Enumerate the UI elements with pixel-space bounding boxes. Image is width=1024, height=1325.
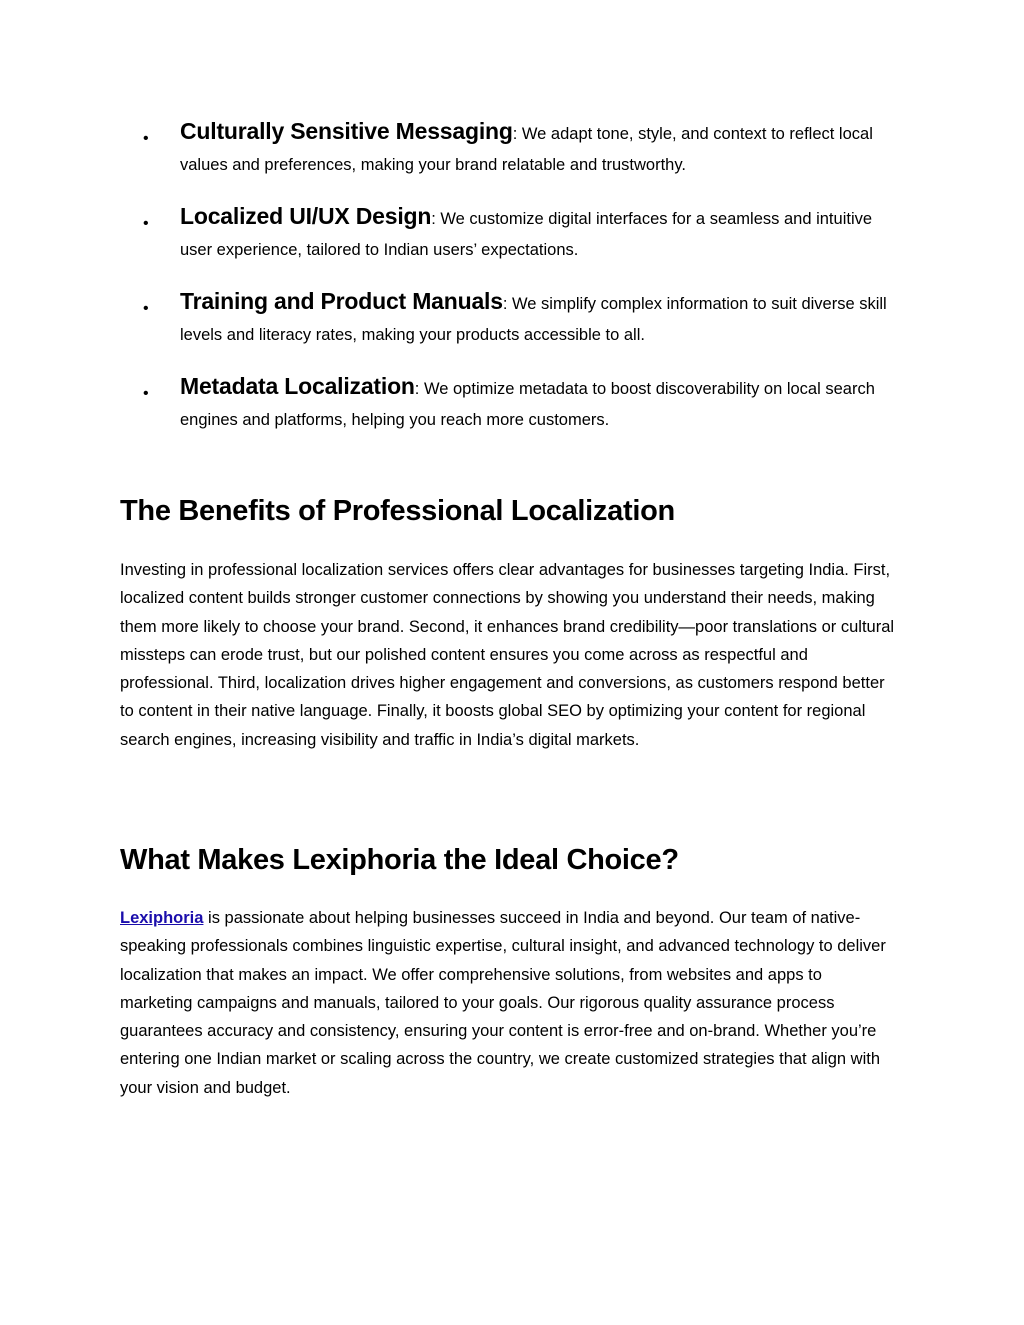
lexiphoria-link[interactable]: Lexiphoria bbox=[120, 909, 204, 927]
benefits-paragraph: Investing in professional localization services offers clear advantages for businesses targeting India. First, localized content builds stronger customer connections by showing you understand their needs, making them more likely to choose your brand. Second, it enhances brand credibility—poor translations or cultural missteps can erode trust, but our polished content ensures you come across as respectful and professional. Third, localization drives higher engagement and conversions, as customers respond better to content in their native language. Finally, it boosts global SEO by optimizing your content for regional search engines, increasing visibility and traffic in India’s digital markets. bbox=[120, 561, 895, 749]
bullet-icon: • bbox=[143, 300, 149, 317]
choice-heading: What Makes Lexiphoria the Ideal Choice? bbox=[120, 844, 679, 876]
bullet-title: Culturally Sensitive Messaging bbox=[180, 118, 513, 144]
benefits-heading: The Benefits of Professional Localization bbox=[120, 495, 675, 527]
choice-paragraph-text: is passionate about helping businesses succeed in India and beyond. Our team of native-speaking professionals combines linguistic expertise, cultural insight, and advanced technology to deliver localization that makes an impact. We offer comprehensive solutions, from websites and apps to marketing campaigns and manuals, tailored to your goals. Our rigorous quality assurance process guarantees accuracy and consistency, ensuring your content is error-free and on-brand. Whether you’re entering one Indian market or scaling across the country, we create customized strategies that align with your vision and budget. bbox=[120, 909, 886, 1097]
choice-paragraph bbox=[120, 904, 895, 1102]
bullet-text: : We customize digital interfaces for a seamless and intuitive user experience, tailored to Indian users’ expectations. bbox=[180, 210, 873, 259]
bullet-title: Metadata Localization bbox=[180, 373, 415, 399]
services-bullet-list bbox=[120, 116, 900, 456]
bullet-icon: • bbox=[143, 130, 149, 147]
list-item bbox=[120, 371, 900, 436]
bullet-icon: • bbox=[143, 215, 149, 232]
bullet-text: : We simplify complex information to suit diverse skill levels and literacy rates, making your products accessible to all. bbox=[180, 295, 887, 344]
bullet-text: : We optimize metadata to boost discoverability on local search engines and platforms, helping you reach more customers. bbox=[180, 380, 875, 429]
bullet-icon: • bbox=[143, 385, 149, 402]
list-item bbox=[120, 286, 900, 351]
bullet-title: Localized UI/UX Design bbox=[180, 203, 432, 229]
bullet-title: Training and Product Manuals bbox=[180, 288, 503, 314]
bullet-text: : We adapt tone, style, and context to reflect local values and preferences, making your brand relatable and trustworthy. bbox=[180, 125, 873, 174]
list-item bbox=[120, 201, 900, 266]
list-item bbox=[120, 116, 900, 181]
